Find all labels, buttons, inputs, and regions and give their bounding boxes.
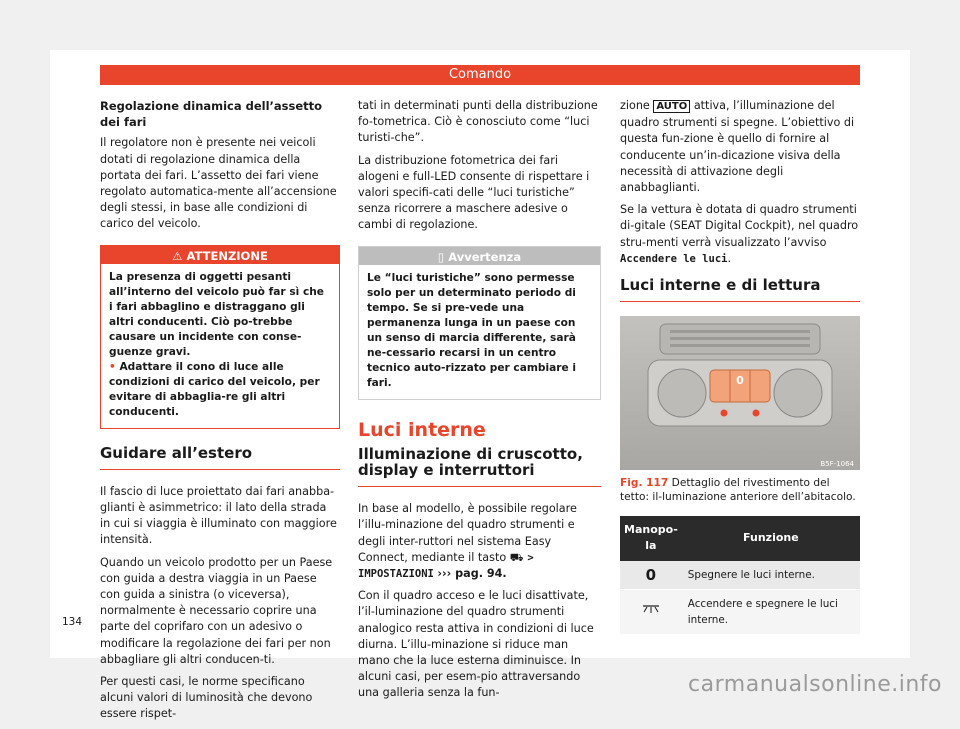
warning-bullet-item (109, 360, 331, 420)
section-title-reading-lights: Luci interne e di lettura (620, 277, 860, 302)
column-1 (100, 98, 340, 729)
warning-bullet-text: Adattare il cono di luce alle condizioni di carico del veicolo, per evitare di abbaglia-re gli altri conducenti. (109, 360, 320, 418)
watermark: carmanualsonline.info (688, 672, 942, 697)
warning-title: ATTENZIONE (186, 248, 268, 263)
note-icon: ▯ (437, 249, 445, 264)
figure-button-label: 0 (736, 374, 744, 388)
warning-box (100, 245, 340, 429)
display-message: Accendere le luci (620, 252, 728, 265)
warning-triangle-icon: ⚠ (172, 248, 183, 263)
note-title: Avvertenza (448, 249, 522, 264)
section-title-dashboard-lighting: Illuminazione di cruscotto, display e interruttori (358, 446, 601, 487)
off-symbol: 0 (620, 561, 682, 590)
figure-code: B5F-1064 (820, 460, 854, 469)
roof-console-illustration (620, 316, 860, 470)
paragraph: tati in determinati punti della distribuzione fo-tometrica. Ciò è conosciuto come “luci turisti-che”. (358, 99, 598, 145)
page-header: Comando (100, 65, 860, 85)
note-body: Le “luci turistiche” sono permesse solo per un determinato periodo di tempo. Se si pre-vede una permanenza lunga in un paese con un senso di marcia differente, sarà ne-cessario recarsi in un centro tecnico auto-rizzato per cambiare i fari. (367, 271, 576, 389)
auto-switch-icon: AUTO (653, 100, 690, 113)
figure-label: Fig. 117 (620, 477, 669, 490)
table-row (620, 589, 860, 634)
paragraph: La distribuzione fotometrica dei fari alogeni e full-LED consente di rispettare i valori specifi-cati delle “luci turistiche” senza ricorrere a maschere adesive o cambi di regolazione. (358, 153, 590, 232)
paragraph: zione AUTO attiva, l’illuminazione del quadro strumenti si spegne. L’obiettivo di questa fun-zione è quello di fornire al conducente un’in-dicazione visiva della necessità di attivazione degli anabbaglianti. (620, 99, 855, 195)
paragraph: Se la vettura è dotata di quadro strumenti di-gitale (SEAT Digital Cockpit), nel quadro stru-menti verrà visualizzato l’avviso Accendere le luci. (620, 203, 859, 265)
warning-header (101, 246, 339, 264)
table-header-row (620, 516, 860, 560)
warning-body (101, 264, 339, 428)
bullet-icon: • (109, 360, 116, 373)
figure-caption: Fig. 117 Dettaglio del rivestimento del tetto: il-luminazione anteriore dell’abitacolo. (620, 477, 856, 504)
section-title-driving-abroad: Guidare all’estero (100, 445, 340, 470)
page-number: 134 (62, 616, 83, 628)
page-reference-link[interactable]: ››› pag. 94. (437, 567, 507, 581)
car-menu-icon: ⛟ (509, 550, 524, 564)
paragraph: Con il quadro acceso e le luci disattivate, l’il-luminazione del quadro strumenti analogico resta attiva in condizioni di luce diurna. L’illu-minazione si riduce man mano che la luce esterna diminuisce. In alcuni casi, per esem-pio attraversando una galleria senza la fun- (358, 589, 594, 700)
note-header (359, 247, 600, 265)
door-light-icon (640, 603, 662, 615)
paragraph: Quando un veicolo prodotto per un Paese con guida a destra viaggia in un Paese con guida a sinistra (o viceversa), normalmente è necessario coprire una parte del coprifaro con un adesivo o modificare la regolazione dei fari per non abbagliare gli altri conducen-ti. (100, 555, 333, 666)
warning-text: La presenza di oggetti pesanti all’interno del veicolo può far sì che i fari abbaglino e distraggano gli altri conducenti. Ciò po-trebbe causare un incidente con conse-guenze gravi. (109, 270, 324, 358)
table-header-function: Funzione (682, 516, 860, 560)
chapter-title-interior-lights: Luci interne (358, 418, 486, 441)
figure-roof-lining (620, 316, 860, 470)
paragraph: Il fascio di luce proiettato dai fari anabba-glianti è asimmetrico: il lato della strada in cui si viaggia è illuminato con maggiore intensità. (100, 484, 337, 547)
table-row (620, 561, 860, 590)
column-3 (620, 98, 860, 635)
heading-dynamic-headlight: Regolazione dinamica dell’assetto dei fari (100, 99, 323, 130)
paragraph: Il regolatore non è presente nei veicoli dotati di regolazione dinamica della portata dei fari. L’assetto dei fari viene regolato automatica-mente all’accensione degli stessi, in base alle condizioni di carico del veicolo. (100, 136, 337, 231)
column-2 (358, 98, 601, 708)
note-box (358, 246, 601, 400)
table-header-knob: Manopo-la (620, 516, 682, 560)
menu-path: > IMPOSTAZIONI (358, 551, 534, 581)
table-cell: Accendere e spegnere le luci interne. (682, 589, 860, 634)
paragraph: Per questi casi, le norme specificano alcuni valori di luminosità che devono essere rispet- (100, 675, 313, 721)
controls-table (620, 516, 860, 635)
table-cell: Spegnere le luci interne. (682, 561, 860, 590)
paragraph: In base al modello, è possibile regolare l’illu-minazione del quadro strumenti e degli inter-ruttori nel sistema Easy Connect, mediante il tasto ⛟ > IMPOSTAZIONI ››› pag. 94. (358, 502, 577, 581)
